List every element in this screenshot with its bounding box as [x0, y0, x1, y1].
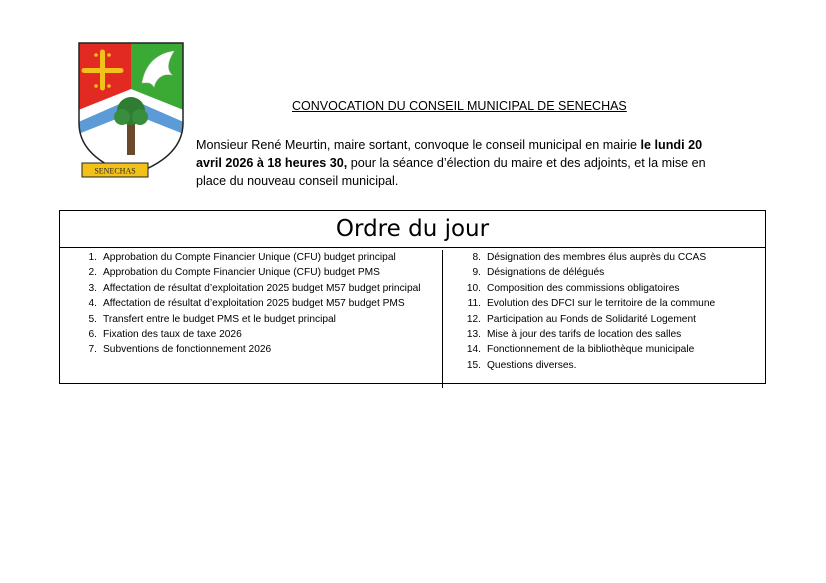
item-number: 10. — [466, 282, 481, 294]
item-text: Questions diverses. — [487, 359, 577, 371]
item-number: 11. — [467, 298, 481, 310]
agenda-item — [60, 342, 442, 357]
agenda-item — [444, 296, 764, 311]
agenda-item — [444, 342, 764, 357]
item-number: 5. — [88, 313, 97, 325]
municipal-crest — [76, 41, 186, 183]
item-number: 9. — [472, 267, 481, 279]
intro-text-end: pour la séance d’élection du maire et des adjoints, et la mise en place du nouveau conseil municipal. — [196, 156, 706, 188]
agenda-item — [444, 265, 764, 280]
item-number: 1. — [88, 252, 97, 263]
agenda-right-column — [444, 250, 764, 373]
item-number: 4. — [88, 298, 97, 310]
agenda-item — [60, 250, 442, 265]
intro-text-start: Monsieur René Meurtin, maire sortant, convoque le conseil municipal en mairie — [196, 138, 641, 152]
meeting-date: le lundi 20 avril 2026 à 18 heures 30, — [196, 138, 703, 170]
agenda-item — [444, 312, 764, 327]
item-text: Evolution des DFCI sur le territoire de la commune — [487, 298, 716, 310]
item-number: 3. — [88, 282, 97, 294]
agenda-item — [444, 250, 764, 265]
item-text: Fonctionnement de la bibliothèque municipale — [487, 344, 695, 356]
item-number: 15. — [466, 359, 481, 371]
convocation-text — [196, 136, 716, 190]
item-text: Transfert entre le budget PMS et le budget principal — [103, 313, 336, 325]
agenda-item — [444, 281, 764, 296]
item-text: Désignations de délégués — [487, 267, 605, 279]
item-number: 2. — [88, 267, 97, 279]
item-text: Affectation de résultat d’exploitation 2025 budget M57 budget principal — [103, 282, 421, 294]
agenda-table — [59, 210, 766, 384]
agenda-item — [60, 327, 442, 342]
item-number: 6. — [88, 329, 97, 341]
page-title: CONVOCATION DU CONSEIL MUNICIPAL DE SENECHAS — [292, 99, 627, 113]
agenda-item — [60, 312, 442, 327]
item-number: 12. — [466, 313, 481, 325]
name-banner — [82, 163, 148, 177]
item-text: Approbation du Compte Financier Unique (CFU) budget PMS — [103, 267, 380, 279]
item-text: Subventions de fonctionnement 2026 — [103, 344, 272, 356]
item-text: Désignation des membres élus auprès du CCAS — [487, 252, 707, 263]
agenda-item — [444, 327, 764, 342]
item-text: Composition des commissions obligatoires — [487, 282, 680, 294]
item-number: 13. — [466, 329, 481, 341]
svg-text:SENECHAS: SENECHAS — [94, 166, 136, 176]
item-text: Participation au Fonds de Solidarité Logement — [487, 313, 696, 325]
agenda-heading: Ordre du jour — [60, 211, 765, 248]
item-text: Mise à jour des tarifs de location des salles — [487, 329, 682, 341]
agenda-item — [60, 265, 442, 280]
item-text: Affectation de résultat d’exploitation 2025 budget M57 budget PMS — [103, 298, 405, 310]
agenda-left-column — [60, 250, 443, 388]
agenda-item — [60, 296, 442, 311]
item-number: 8. — [472, 252, 481, 263]
item-number: 14. — [466, 344, 481, 356]
agenda-item — [60, 281, 442, 296]
item-text: Fixation des taux de taxe 2026 — [103, 329, 242, 341]
item-text: Approbation du Compte Financier Unique (CFU) budget principal — [103, 252, 396, 263]
item-number: 7. — [88, 344, 97, 356]
agenda-item — [444, 358, 764, 373]
